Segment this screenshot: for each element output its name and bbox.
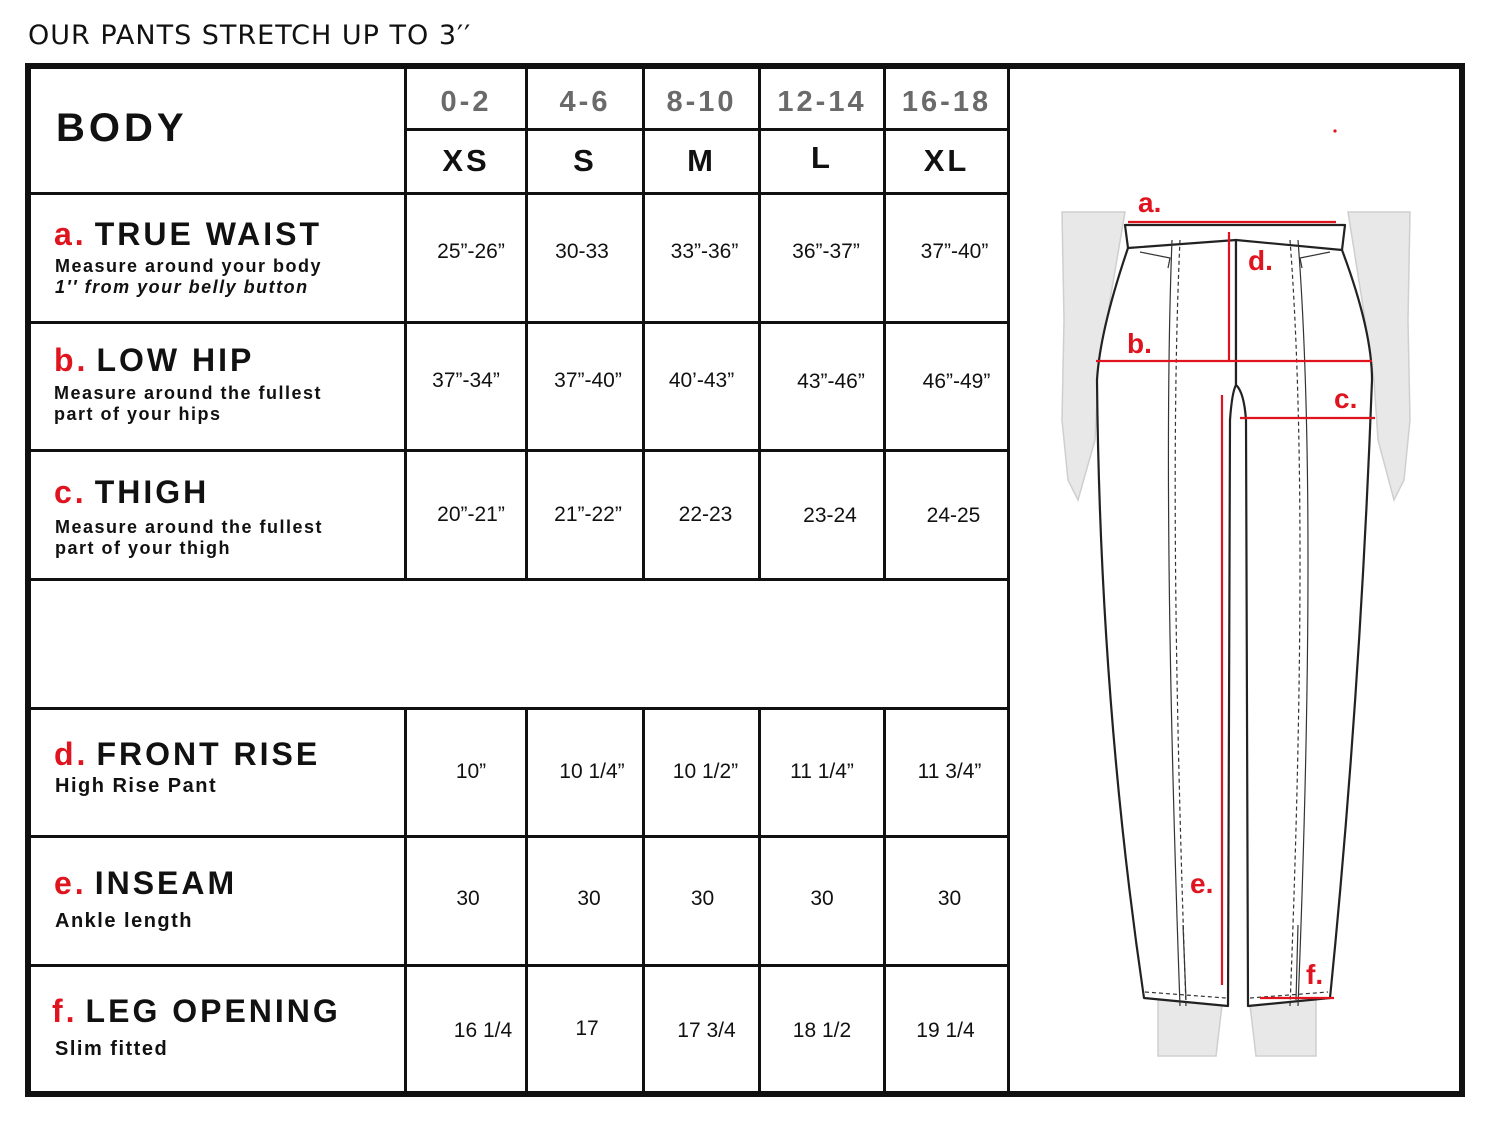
diagram-label-c: c. [1334, 383, 1358, 414]
size-range-s: 4-6 [559, 86, 611, 118]
diagram-label-d: d. [1248, 245, 1273, 276]
value-cell: 30-33 [555, 240, 609, 263]
grid-line [31, 707, 1010, 710]
measure-desc-line: Measure around the fullest [54, 383, 323, 403]
grid-line [31, 578, 1010, 581]
measure-desc-line: Ankle length [55, 910, 194, 932]
measure-desc-line: High Rise Pant [55, 775, 218, 797]
value-cell: 17 3/4 [677, 1019, 736, 1042]
measure-title-low-hip [54, 342, 254, 379]
measure-desc-line: part of your thigh [55, 538, 231, 558]
grid-line [404, 708, 407, 1091]
size-range-xs: 0-2 [440, 86, 492, 118]
value-cell: 37”-34” [432, 369, 500, 392]
pants-diagram [1014, 69, 1459, 1091]
size-letter-s: S [573, 143, 597, 178]
grid-line [31, 964, 1010, 967]
measure-letter: b. [54, 342, 89, 378]
measure-title-true-waist [54, 216, 322, 253]
diagram-label-a: a. [1138, 187, 1162, 218]
measure-name: FRONT RISE [96, 736, 321, 772]
value-cell: 30 [810, 887, 834, 910]
measure-desc-low-hip [54, 383, 322, 425]
value-cell: 21”-22” [554, 503, 622, 526]
measure-desc-line: Measure around your body [55, 256, 323, 276]
measure-title-front-rise [54, 736, 320, 773]
size-letter-xl: XL [923, 143, 970, 178]
grid-line [31, 192, 1010, 195]
measure-desc-line: 1′′ from your belly button [55, 277, 309, 297]
measure-desc-inseam [55, 911, 193, 932]
measure-desc-thigh [55, 517, 323, 559]
value-cell: 23-24 [803, 504, 857, 527]
measure-desc-leg-opening [55, 1039, 168, 1060]
value-cell: 22-23 [678, 503, 733, 526]
measure-title-thigh [54, 474, 209, 511]
measure-title-leg-opening [52, 993, 341, 1030]
value-cell: 16 1/4 [453, 1019, 513, 1042]
grid-line [31, 321, 1010, 324]
measure-letter: f. [52, 993, 78, 1029]
measure-name: LOW HIP [96, 342, 255, 378]
value-cell: 30 [577, 887, 601, 910]
value-cell: 25”-26” [437, 240, 505, 263]
value-cell: 37”-40” [554, 369, 622, 392]
value-cell: 10 1/2” [672, 760, 739, 783]
value-cell: 33”-36” [670, 240, 739, 263]
value-cell: 30 [456, 887, 480, 910]
page-caption: OUR PANTS STRETCH UP TO 3′′ [28, 20, 472, 51]
value-cell: 19 1/4 [916, 1019, 975, 1042]
measure-desc-line: part of your hips [54, 404, 222, 424]
measure-letter: d. [54, 736, 89, 772]
value-cell: 18 1/2 [792, 1019, 852, 1042]
value-cell: 17 [575, 1017, 599, 1040]
grid-line [404, 128, 1010, 131]
measure-name: THIGH [94, 474, 210, 510]
measure-desc-front-rise [55, 776, 217, 797]
size-letter-m: M [687, 143, 716, 178]
value-cell: 10” [455, 760, 487, 783]
measure-letter: e. [54, 865, 87, 901]
value-cell: 43”-46” [797, 370, 865, 393]
value-cell: 10 1/4” [559, 760, 625, 783]
measure-name: INSEAM [94, 865, 238, 901]
marker-dot [1333, 129, 1336, 132]
size-range-xl: 16-18 [901, 86, 992, 118]
grid-line [31, 835, 1010, 838]
diagram-label-b: b. [1127, 328, 1152, 359]
diagram-label-e: e. [1190, 868, 1214, 899]
measure-name: LEG OPENING [85, 993, 341, 1029]
value-cell: 11 1/4” [790, 760, 854, 783]
value-cell: 24-25 [926, 504, 981, 527]
measure-title-inseam [54, 865, 237, 902]
value-cell: 11 3/4” [917, 760, 982, 783]
value-cell: 20”-21” [437, 503, 505, 526]
grid-line [31, 449, 1010, 452]
diagram-label-f: f. [1306, 959, 1324, 990]
body-header: BODY [56, 106, 188, 150]
size-letter-xs: XS [442, 143, 490, 178]
value-cell: 36”-37” [792, 240, 860, 263]
measure-letter: a. [54, 216, 87, 252]
size-letter-l: L [811, 140, 833, 175]
value-cell: 30 [937, 887, 962, 910]
measure-desc-line: Slim fitted [55, 1038, 169, 1060]
value-cell: 37”-40” [920, 240, 989, 263]
size-range-l: 12-14 [777, 86, 867, 118]
value-cell: 40’-43” [668, 369, 735, 392]
value-cell: 30 [690, 887, 715, 910]
measure-desc-true-waist [55, 256, 322, 298]
measure-name: TRUE WAIST [94, 216, 323, 252]
measure-desc-line: Measure around the fullest [55, 517, 324, 537]
size-range-m: 8-10 [666, 86, 737, 118]
measure-letter: c. [54, 474, 87, 510]
value-cell: 46”-49” [922, 370, 991, 393]
